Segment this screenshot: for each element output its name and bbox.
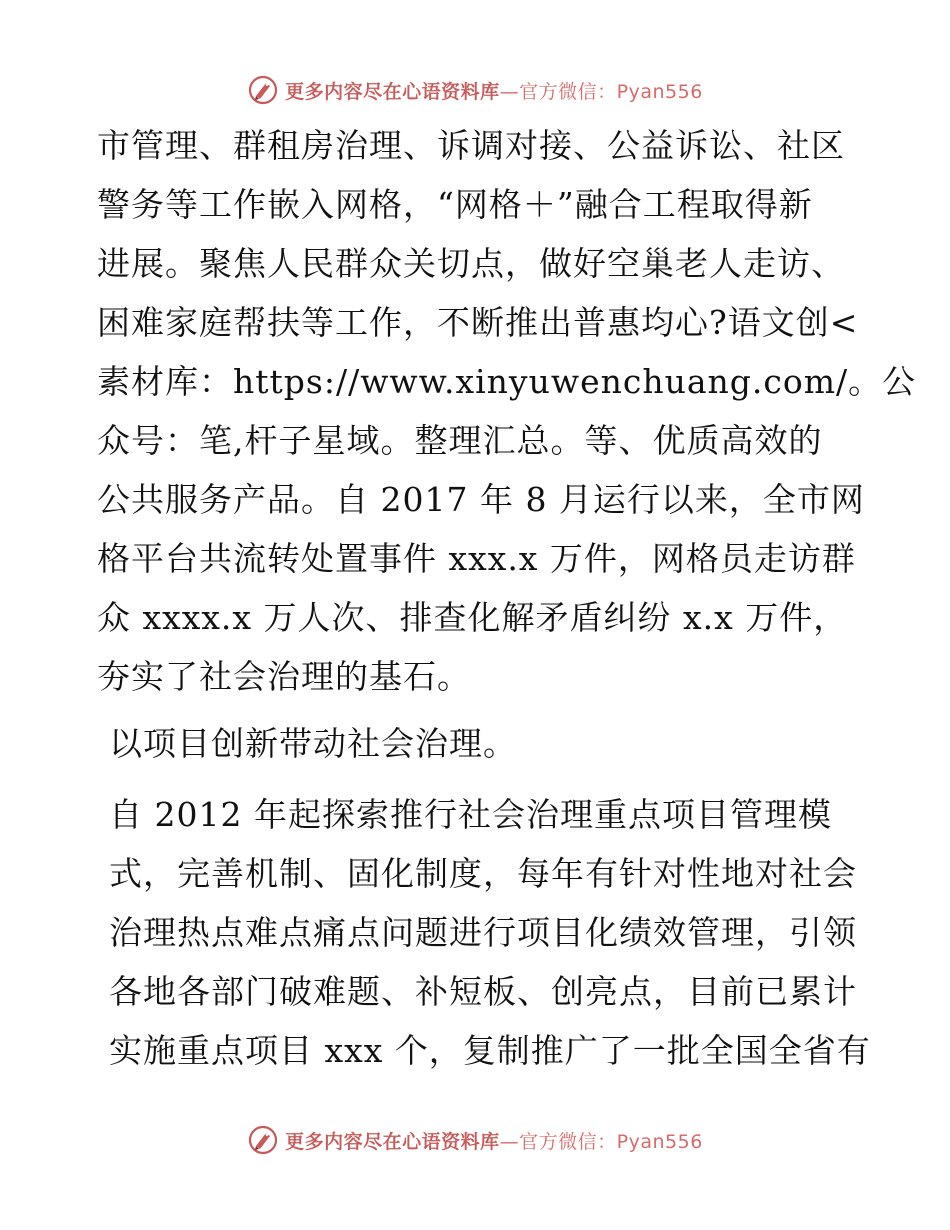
text-line: 格平台共流转处置事件 xxx.x 万件，网格员走访群	[97, 539, 856, 578]
header-banner-text	[285, 77, 703, 104]
header-banner	[0, 70, 950, 110]
text-line: 自 2012 年起探索推行社会治理重点项目管理模	[109, 795, 832, 834]
text-line: 夯实了社会治理的基石。	[97, 657, 471, 696]
banner-main-text: 更多内容尽在心语资料库	[285, 80, 500, 103]
text-line: 式，完善机制、固化制度，每年有针对性地对社会	[109, 854, 857, 893]
banner-separator: —	[499, 80, 520, 103]
paragraph-3	[97, 785, 871, 1080]
banner-separator: —	[499, 1130, 520, 1153]
footer-banner-text	[285, 1127, 703, 1154]
banner-main-text: 更多内容尽在心语资料库	[285, 1130, 500, 1153]
banner-suffix-text: 官方微信：Pyan556	[519, 1130, 703, 1153]
document-body	[97, 116, 917, 1080]
text-line: 众 xxxx.x 万人次、排查化解矛盾纠纷 x.x 万件，	[97, 598, 848, 637]
pen-circle-logo-icon	[247, 74, 279, 106]
text-line: 进展。聚焦人民群众关切点，做好空巢老人走访、	[97, 244, 845, 283]
text-line: 治理热点难点痛点问题进行项目化绩效管理，引领	[109, 913, 857, 952]
text-line: 困难家庭帮扶等工作，不断推出普惠均心?语文创<	[97, 303, 859, 342]
text-line: 各地各部门破难题、补短板、创亮点，目前已累计	[109, 972, 857, 1011]
pen-circle-logo-icon	[247, 1124, 279, 1156]
text-line: 警务等工作嵌入网格，“网格＋”融合工程取得新	[97, 185, 813, 224]
text-line: 众号：笔,杆子星域。整理汇总。等、优质高效的	[97, 421, 823, 460]
text-line: 实施重点项目 xxx 个，复制推广了一批全国全省有	[109, 1031, 871, 1070]
text-line: 市管理、群租房治理、诉调对接、公益诉讼、社区	[97, 126, 845, 165]
text-line: 素材库：https://www.xinyuwenchuang.com/。公	[97, 362, 917, 401]
section-heading	[97, 714, 857, 773]
paragraph-1	[97, 116, 917, 706]
footer-banner	[0, 1120, 950, 1160]
text-line: 以项目创新带动社会治理。	[109, 724, 517, 763]
banner-suffix-text: 官方微信：Pyan556	[519, 80, 703, 103]
text-line: 公共服务产品。自 2017 年 8 月运行以来，全市网	[97, 480, 865, 519]
